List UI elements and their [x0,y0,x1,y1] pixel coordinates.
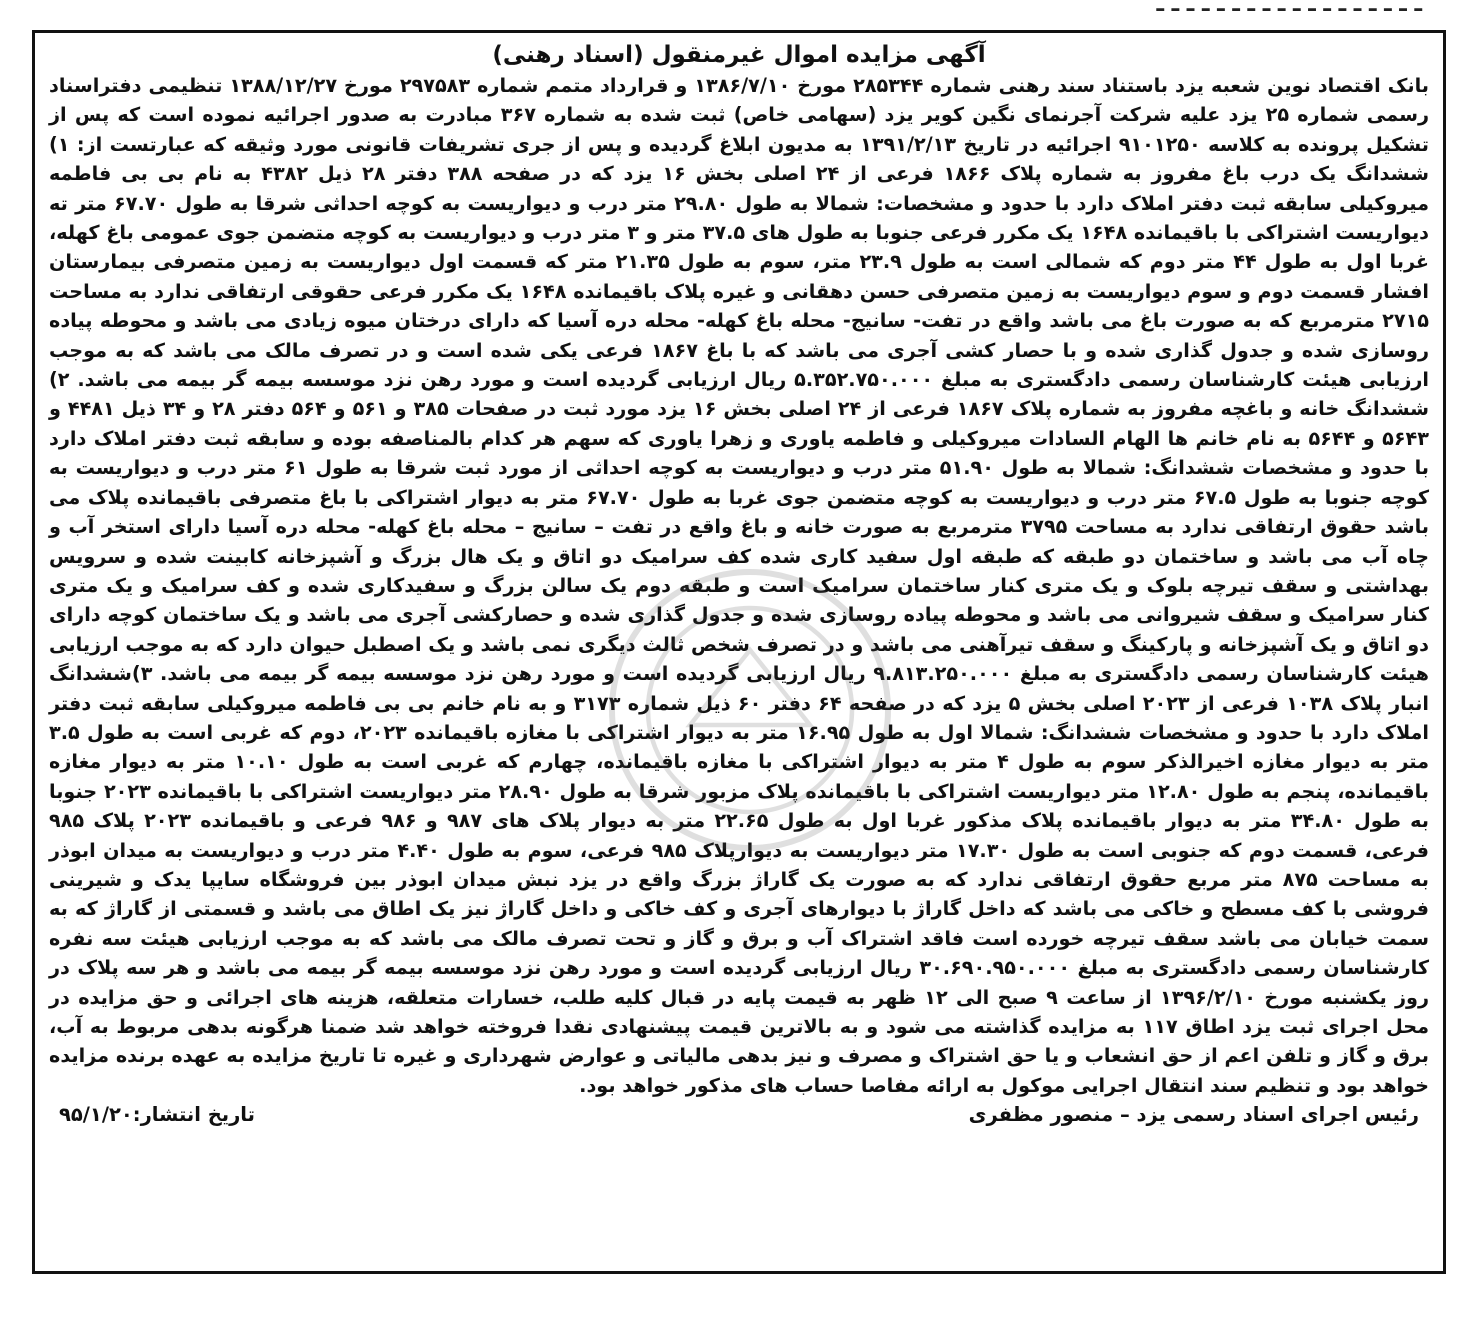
publication-date: تاریخ انتشار:۹۵/۱/۲۰ [59,1103,255,1127]
notice-body: بانک اقتصاد نوین شعبه یزد باستناد سند رهنی شماره ۲۸۵۳۴۴ مورخ ۱۳۸۶/۷/۱۰ و قرارداد متمم شماره ۲۹۷۵۸۳ مورخ ۱۳۸۸/۱۲/۲۷ تنظیمی دفتراسناد رسمی شماره ۲۵ یزد علیه شرکت آجرنمای نگین کویر یزد (سهامی خاص) ثبت شده به شماره ۳۶۷ مبادرت به صدور اجرائیه نموده است که پس از تشکیل پرونده به کلاسه ۹۱۰۱۲۵۰ اجرائیه در تاریخ ۱۳۹۱/۲/۱۳ به مدیون ابلاغ گردیده و پس از جری تشریفات قانونی مورد وثیقه که عبارتست از: ۱) ششدانگ یک درب باغ مفروز به شماره پلاک ۱۸۶۶ فرعی از ۲۴ اصلی بخش ۱۶ یزد که در صفحه ۳۸۸ دفتر ۲۸ ذیل ۴۳۸۲ به نام بی بی فاطمه میروکیلی سابقه ثبت دفتر املاک دارد با حدود و مشخصات: شمالا به طول ۲۹.۸۰ متر درب و دیواریست به کوچه احداثی شرقا به طول ۶۷.۷۰ متر ته دیواریست اشتراکی با باقیمانده ۱۶۴۸ یک مکرر فرعی جنوبا به طول های ۳۷.۵ متر و ۳ متر درب و دیواریست به کوچه متضمن جوی عمومی باغ کهله، غربا اول به طول ۴۴ متر دوم که شمالی است به طول ۲۳.۹ متر، سوم به طول ۲۱.۳۵ متر که قسمت اول دیواریست به زمین متصرفی بیمارستان افشار قسمت دوم و سوم دیواریست به زمین متصرفی حسن دهقانی و غیره پلاک باقیمانده ۱۶۴۸ یک مکرر فرعی حقوقی ارتفاقی ندارد به مساحت ۲۷۱۵ مترمربع که به صورت باغ می باشد واقع در تفت- سانیج- محله باغ کهله- محله دره آسیا که دارای درختان میوه زیادی می باشد و محوطه پیاده روسازی شده و جدول گذاری شده و با حصار کشی آجری می باشد که با باغ ۱۸۶۷ فرعی یکی شده است و در تصرف مالک می باشد که به موجب ارزیابی هیئت کارشناسان رسمی دادگستری به مبلغ ۵.۳۵۲.۷۵۰.۰۰۰ ریال ارزیابی گردیده است و مورد رهن نزد موسسه بیمه گر بیمه می باشد. ۲) ششدانگ خانه و باغچه مفروز به شماره پلاک ۱۸۶۷ فرعی از ۲۴ اصلی بخش ۱۶ یزد مورد ثبت در صفحات ۳۸۵ و ۵۶۱ و ۵۶۴ دفتر ۲۸ و ۳۴ ذیل ۴۴۸۱ و ۵۶۴۳ و ۵۶۴۴ به نام خانم ها الهام السادات میروکیلی و فاطمه یاوری و زهرا یاوری که سهم هر کدام بالمناصفه بوده و سابقه ثبت دفتر املاک دارد با حدود و مشخصات ششدانگ: شمالا به طول ۵۱.۹۰ متر درب و دیواریست به کوچه احداثی از مورد ثبت شرقا به طول ۶۱ متر درب و دیواریست به کوچه جنوبا به طول ۶۷.۵ متر درب و دیواریست به کوچه متضمن جوی غربا به طول ۶۷.۷۰ متر به دیوار اشتراکی با باغ متصرفی باقیمانده پلاک می باشد حقوق ارتفاقی ندارد به مساحت ۳۷۹۵ مترمربع به صورت خانه و باغ واقع در تفت – سانیج – محله باغ کهله- محله دره آسیا دارای استخر آب و چاه آب می باشد و ساختمان دو طبقه که طبقه اول سفید کاری شده کف سرامیک دو اتاق و یک هال بزرگ و آشپزخانه کابینت شده و سرویس بهداشتی و سقف تیرچه بلوک و یک متری کنار ساختمان سرامیک است و طبقه دوم یک سالن بزرگ و سفیدکاری شده و کف سرامیک و یک متری کنار سرامیک و سقف شیروانی می باشد و محوطه پیاده روسازی شده و جدول گذاری شده و حصارکشی آجری می باشد و یک ساختمان کوچه دارای دو اتاق و یک آشپزخانه و پارکینگ و سقف تیرآهنی می باشد و در تصرف شخص ثالث دیگری نمی باشد و یک اصطبل حیوان دارد که به موجب ارزیابی هیئت کارشناسان رسمی دادگستری به مبلغ ۹.۸۱۳.۲۵۰.۰۰۰ ریال ارزیابی گردیده است و مورد رهن نزد موسسه بیمه گر بیمه می باشد. ۳)ششدانگ انبار پلاک ۱۰۳۸ فرعی از ۲۰۲۳ اصلی بخش ۵ یزد که در صفحه ۶۴ دفتر ۶۰ ذیل شماره ۳۱۷۳ و به نام خانم بی بی فاطمه میروکیلی سابقه ثبت دفتر املاک دارد با حدود و مشخصات ششدانگ: شمالا اول به طول ۱۶.۹۵ متر به دیوار اشتراکی با مغازه باقیمانده ۲۰۲۳، دوم که غربی است به طول ۳.۵ متر به دیوار مغازه اخیرالذکر سوم به طول ۴ متر به دیوار اشتراکی با مغازه باقیمانده، چهارم که غربی است به طول ۱۰.۱۰ متر به دیوار مغازه باقیمانده، پنجم به طول ۱۲.۸۰ متر دیواریست اشتراکی با باقیمانده پلاک مزبور شرقا به طول ۲۸.۹۰ متر دیواریست اشتراکی با باقیمانده ۲۰۲۳ جنوبا به طول ۳۴.۸۰ متر به دیوار باقیمانده پلاک مذکور غربا اول به طول ۲۲.۶۵ متر به دیوار پلاک های ۹۸۷ و ۹۸۶ فرعی و باقیمانده ۲۰۲۳ پلاک ۹۸۵ فرعی، قسمت دوم که جنوبی است به طول ۱۷.۳۰ متر دیواریست به دیوارپلاک ۹۸۵ فرعی، سوم به طول ۴.۴۰ متر درب و دیواریست به میدان ابوذر به مساحت ۸۷۵ متر مربع حقوق ارتفاقی ندارد که به صورت یک گاراژ بزرگ واقع در یزد نبش میدان ابوذر بین فروشگاه سایپا یدک و شیرینی فروشی با کف مسطح و خاکی می باشد که داخل گاراژ با دیوارهای آجری و کف خاکی و داخل گاراژ نیز یک اطاق می باشد و قسمتی از گاراژ که به سمت خیابان می باشد سقف تیرچه خورده است فاقد اشتراک آب و برق و گاز و تحت تصرف مالک می باشد که به موجب ارزیابی هیئت سه نفره کارشناسان رسمی دادگستری به مبلغ ۳۰.۶۹۰.۹۵۰.۰۰۰ ریال ارزیابی گردیده است و مورد رهن نزد موسسه بیمه گر بیمه می باشد و هر سه پلاک در روز یکشنبه مورخ ۱۳۹۶/۲/۱۰ از ساعت ۹ صبح الی ۱۲ ظهر به قیمت پایه در قبال کلیه طلب، خسارات متعلقه، هزینه های اجرائی و حق مزایده در محل اجرای ثبت یزد اطاق ۱۱۷ به مزایده گذاشته می شود و به بالاترین قیمت پیشنهادی نقدا فروخته خواهد شد ضمنا هرگونه بدهی مربوط به آب، برق و گاز و تلفن اعم از حق انشعاب و یا حق اشتراک و مصرف و نیز بدهی مالیاتی و عوارض شهرداری و غیره تا تاریخ مزایده به عهده برنده مزایده خواهد بود و تنظیم سند انتقال اجرایی موکول به ارائه مفاصا حساب های مذکور خواهد بود. [49,74,1430,1097]
cropped-previous-notice-strip [0,0,1482,24]
notice-footer [49,1102,1429,1128]
official-signature: رئیس اجرای اسناد رسمی یزد – منصور مظفری [968,1103,1419,1127]
auction-notice [32,30,1446,1274]
notice-title: آگهی مزایده اموال غیرمنقول (اسناد رهنی) [492,42,986,68]
cropped-text-fragment: ـ ـ ـ ـ ـ ـ ـ ـ ـ ـ ـ ـ ـ ـ ـ ـ ـ ـ [1156,0,1422,17]
